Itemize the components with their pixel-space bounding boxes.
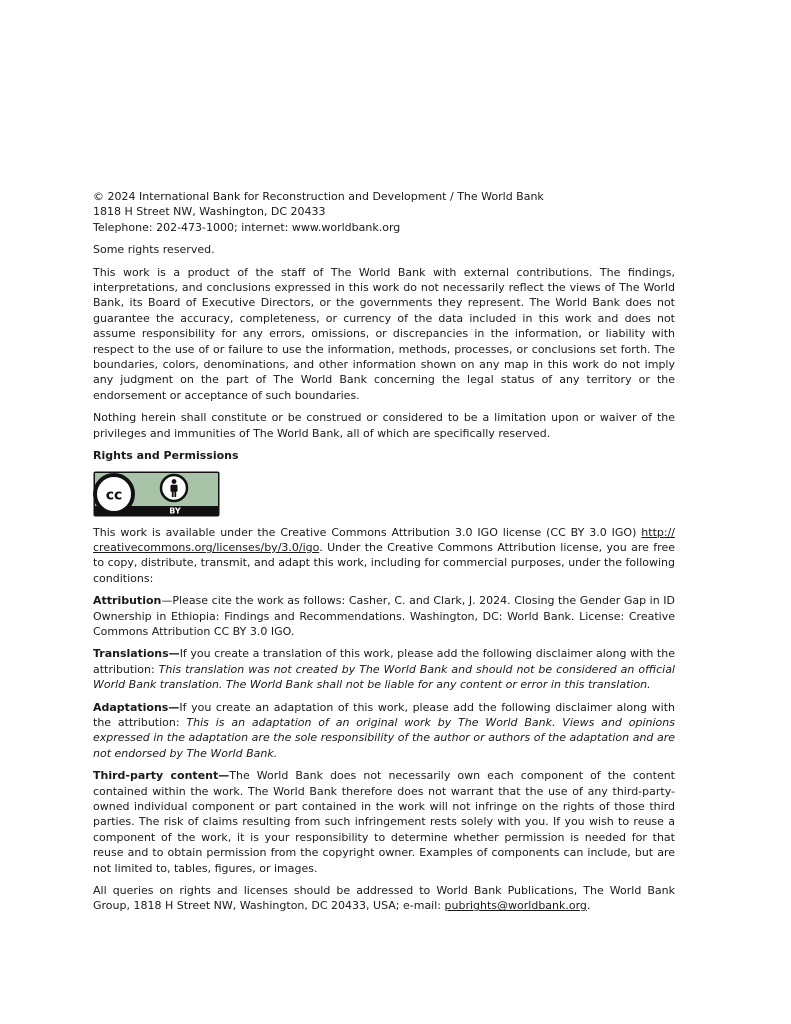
queries-paragraph [93,883,675,914]
person-leg-left [172,491,174,497]
publisher-contact: Telephone: 202-473-1000; internet: www.worldbank.org [93,220,401,234]
license-text-before: This work is available under the Creative Commons Attribution 3.0 IGO license (CC BY 3.0 IGO) [93,525,642,539]
rights-reserved: Some rights reserved. [93,243,215,257]
adaptations-text: If you create an adaptation of this work, please add the following disclaimer along with the attribution: [93,700,675,729]
license-paragraph [93,525,675,587]
publisher-address: 1818 H Street NW, Washington, DC 20433 [93,205,326,219]
third-party-label: Third-party content— [93,769,230,783]
pubrights-email-link[interactable]: pubrights@worldbank.org [444,899,587,913]
cc-by-license-badge [93,471,220,517]
queries-text: All queries on rights and licenses should be addressed to World Bank Publications, The World Bank Group, 1818 H Street NW, Washington, DC 20433, USA; e-mail: [93,884,675,913]
translations-paragraph [93,646,675,692]
person-body [171,484,178,491]
adaptations-paragraph [93,700,675,762]
translations-disclaimer: This translation was not created by The World Bank and should not be considered an official World Bank translation. The World Bank shall not be liable for any content or error in this translation. [93,662,675,692]
translations-label: Translations— [93,647,180,661]
attribution-label: Attribution [93,594,162,608]
privileges-paragraph: Nothing herein shall constitute or be construed or considered to be a limitation upon or waiver of the privileges and immunities of The World Bank, all of which are specifically reserved. [93,411,675,440]
third-party-paragraph [93,768,675,876]
publisher-line-1: © 2024 International Bank for Reconstruction and Development / The World Bank [93,190,544,203]
person-head [172,479,177,484]
license-text-after: . Under the Creative Commons Attribution license, you are free to copy, distribute, transmit, and adapt this work, including for commercial purposes, under the following conditions: [93,540,675,585]
third-party-text: The World Bank does not necessarily own each component of the content contained within the work. The World Bank therefore does not warrant that the use of any third-party-owned individual component or part contained in the work will not infringe on the rights of those third parties. The risk of claims resulting from such infringement rests solely with you. If you wish to reuse a component of the work, it is your responsibility to determine whether permission is needed for that reuse and to obtain permission from the copyright owner. Examples of components can include, but are not limited to, tables, figures, or images. [93,769,675,875]
translations-text: If you create a translation of this work, please add the following disclaimer along with the attribution: [93,647,675,676]
attribution-paragraph [93,593,675,639]
disclaimer-paragraph: This work is a product of the staff of The World Bank with external contributions. The findings, interpretations, and conclusions expressed in this work do not necessarily reflect the views of The World Bank, its Board of Executive Directors, or the governments they represent. The World Bank does not guarantee the accuracy, completeness, or currency of the data included in this work and does not assume responsibility for any errors, omissions, or discrepancies in the information, or liability with respect to the use of or failure to use the information, methods, processes, or conclusions set forth. The boundaries, colors, denominations, and other information shown on any map in this work do not imply any judgment on the part of The World Bank concerning the legal status of any territory or the endorsement or acceptance of such boundaries. [93,265,675,402]
cc-license-link[interactable]: http:// creativecommons.org/licenses/by/3.0/igo [93,525,675,554]
publisher-block [93,189,675,235]
by-label: BY [169,506,181,515]
attribution-text: —Please cite the work as follows: Casher, C. and Clark, J. 2024. Closing the Gender Gap in ID Ownership in Ethiopia: Findings and Recommendations. Washington, DC: World Bank. License: Creative Commons Attribution CC BY 3.0 IGO. [93,594,675,638]
adaptations-label: Adaptations— [93,700,180,714]
adaptations-disclaimer: This is an adaptation of an original work by The World Bank. Views and opinions expressed in the adaptation are the sole responsibility of the author or authors of the adaptation and are not endorsed by The World Bank. [93,715,675,760]
queries-end: . [586,899,591,913]
rights-heading: Rights and Permissions [93,449,239,463]
copyright-content [93,189,675,921]
cc-logo-text: cc [105,487,123,503]
person-leg-right [174,491,176,497]
